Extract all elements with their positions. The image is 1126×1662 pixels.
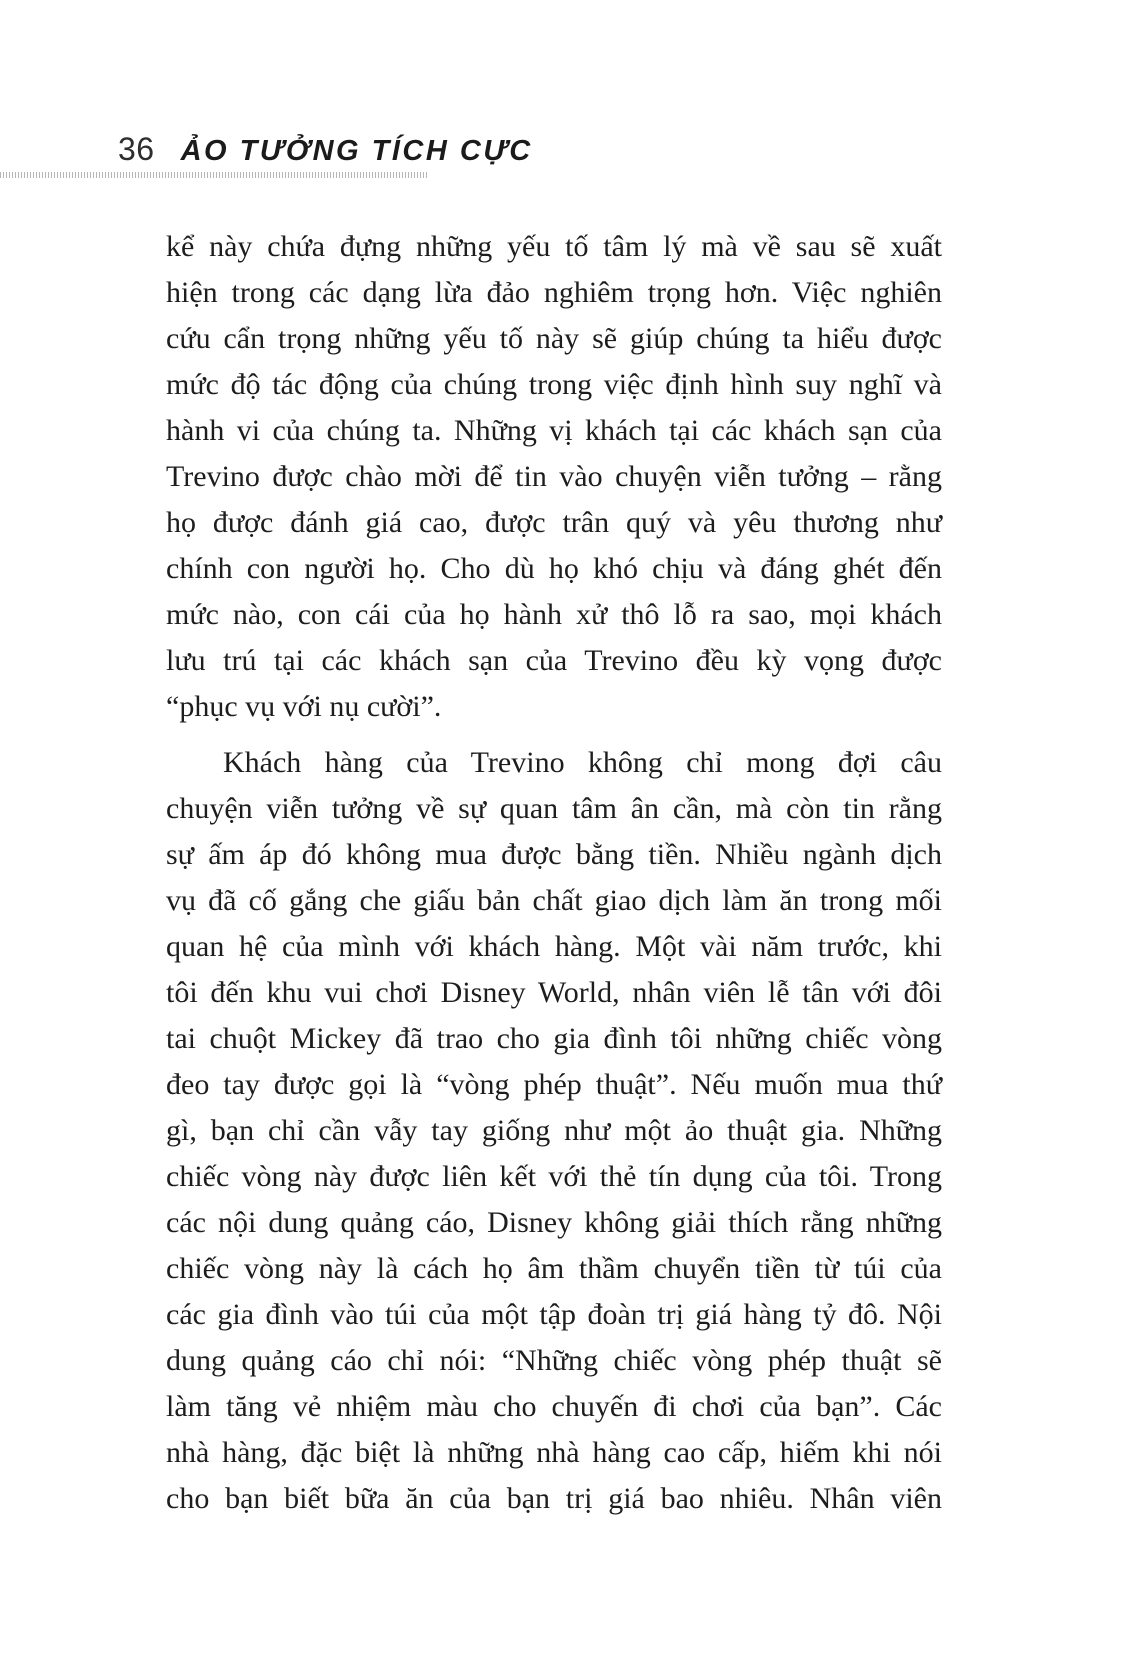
running-title: ẢO TƯỞNG TÍCH CỰC bbox=[180, 135, 533, 167]
text-line: vụ đã cố gắng che giấu bản chất giao dịch làm ăn trong mối bbox=[166, 884, 942, 917]
text-line: quan hệ của mình với khách hàng. Một vài năm trước, khi bbox=[166, 930, 942, 963]
text-line: gì, bạn chỉ cần vẫy tay giống như một ảo thuật gia. Những bbox=[166, 1114, 942, 1147]
text-line: mức độ tác động của chúng trong việc định hình suy nghĩ và bbox=[166, 368, 942, 401]
text-line: tôi đến khu vui chơi Disney World, nhân viên lễ tân với đôi bbox=[166, 976, 942, 1009]
text-line: Khách hàng của Trevino không chỉ mong đợi câu bbox=[223, 746, 942, 779]
text-line: nhà hàng, đặc biệt là những nhà hàng cao cấp, hiếm khi nói bbox=[166, 1436, 942, 1469]
text-line: làm tăng vẻ nhiệm màu cho chuyến đi chơi của bạn”. Các bbox=[166, 1390, 942, 1423]
text-line: lưu trú tại các khách sạn của Trevino đều kỳ vọng được bbox=[166, 644, 942, 677]
text-line: chiếc vòng này là cách họ âm thầm chuyển tiền từ túi của bbox=[166, 1252, 942, 1285]
text-line: cứu cẩn trọng những yếu tố này sẽ giúp chúng ta hiểu được bbox=[166, 322, 942, 355]
text-line: cho bạn biết bữa ăn của bạn trị giá bao nhiêu. Nhân viên bbox=[166, 1482, 942, 1515]
header-dotted-rule bbox=[0, 172, 428, 178]
text-line: Trevino được chào mời để tin vào chuyện viễn tưởng – rằng bbox=[166, 460, 942, 493]
text-line: dung quảng cáo chỉ nói: “Những chiếc vòng phép thuật sẽ bbox=[166, 1344, 942, 1377]
text-line: chuyện viễn tưởng về sự quan tâm ân cần, mà còn tin rằng bbox=[166, 792, 942, 825]
text-line: tai chuột Mickey đã trao cho gia đình tôi những chiếc vòng bbox=[166, 1022, 942, 1055]
text-line: họ được đánh giá cao, được trân quý và yêu thương như bbox=[166, 506, 942, 539]
text-line: sự ấm áp đó không mua được bằng tiền. Nhiều ngành dịch bbox=[166, 838, 942, 871]
header-row bbox=[118, 131, 533, 168]
paragraph bbox=[166, 224, 942, 730]
text-line: “phục vụ với nụ cười”. bbox=[166, 690, 442, 723]
paragraph bbox=[166, 740, 942, 1522]
text-line: đeo tay được gọi là “vòng phép thuật”. Nếu muốn mua thứ bbox=[166, 1068, 942, 1101]
text-line: các gia đình vào túi của một tập đoàn trị giá hàng tỷ đô. Nội bbox=[166, 1298, 942, 1331]
text-line: hiện trong các dạng lừa đảo nghiêm trọng hơn. Việc nghiên bbox=[166, 276, 942, 309]
text-line: các nội dung quảng cáo, Disney không giải thích rằng những bbox=[166, 1206, 942, 1239]
text-line: chiếc vòng này được liên kết với thẻ tín dụng của tôi. Trong bbox=[166, 1160, 942, 1193]
text-line: chính con người họ. Cho dù họ khó chịu và đáng ghét đến bbox=[166, 552, 942, 585]
text-line: mức nào, con cái của họ hành xử thô lỗ ra sao, mọi khách bbox=[166, 598, 942, 631]
body-text bbox=[166, 224, 942, 1522]
page-number: 36 bbox=[118, 131, 155, 167]
text-line: hành vi của chúng ta. Những vị khách tại các khách sạn của bbox=[166, 414, 942, 447]
text-line: kể này chứa đựng những yếu tố tâm lý mà về sau sẽ xuất bbox=[166, 230, 942, 263]
